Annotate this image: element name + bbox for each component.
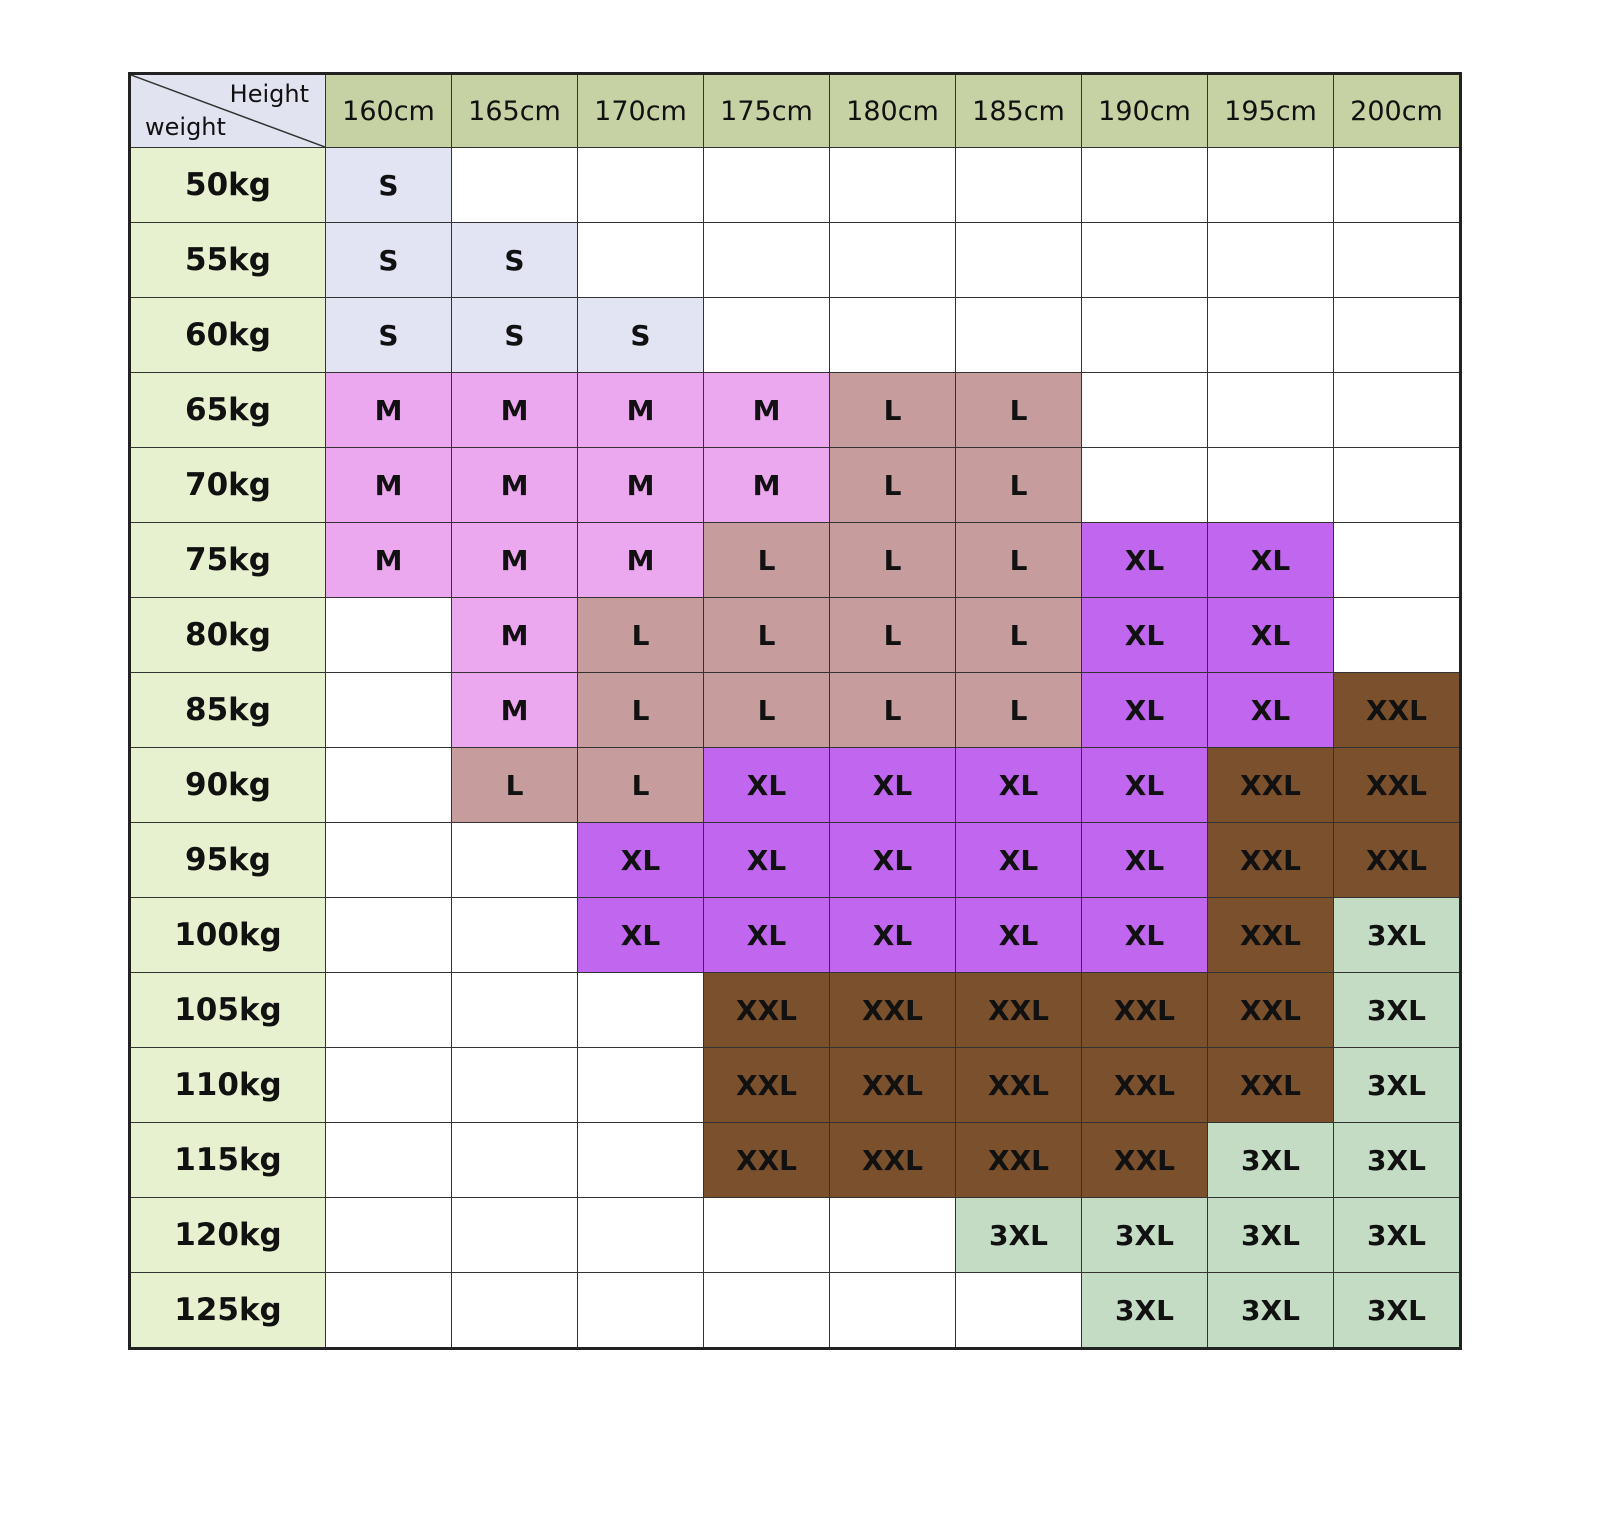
corner-cell — [130, 74, 326, 148]
size-cell — [956, 1273, 1082, 1349]
size-cell: XL — [1082, 748, 1208, 823]
size-cell — [578, 1123, 704, 1198]
row-header: 100kg — [130, 898, 326, 973]
size-cell: S — [326, 223, 452, 298]
size-chart-table — [128, 72, 1462, 1350]
size-cell: L — [578, 673, 704, 748]
size-cell: XL — [956, 748, 1082, 823]
size-cell: L — [452, 748, 578, 823]
size-cell: XL — [1208, 598, 1334, 673]
row-header: 85kg — [130, 673, 326, 748]
size-cell: XXL — [1082, 1123, 1208, 1198]
row-header: 95kg — [130, 823, 326, 898]
table-row — [130, 448, 1461, 523]
size-cell: XXL — [830, 1123, 956, 1198]
size-cell: XXL — [1334, 823, 1461, 898]
size-cell — [1082, 223, 1208, 298]
chart-body — [130, 148, 1461, 1349]
size-cell — [578, 973, 704, 1048]
size-cell: XXL — [1082, 1048, 1208, 1123]
size-cell: M — [704, 373, 830, 448]
size-cell: XXL — [1208, 748, 1334, 823]
size-cell: 3XL — [1082, 1273, 1208, 1349]
row-header: 90kg — [130, 748, 326, 823]
column-header: 170cm — [578, 74, 704, 148]
size-cell — [830, 223, 956, 298]
table-row — [130, 823, 1461, 898]
size-cell: XL — [578, 823, 704, 898]
size-cell: L — [704, 598, 830, 673]
size-cell: M — [452, 523, 578, 598]
size-cell — [1334, 523, 1461, 598]
size-cell: XXL — [1334, 673, 1461, 748]
size-cell: XXL — [956, 973, 1082, 1048]
row-header: 105kg — [130, 973, 326, 1048]
size-cell: S — [452, 298, 578, 373]
size-cell — [1334, 148, 1461, 223]
size-cell: XXL — [1208, 823, 1334, 898]
size-cell: 3XL — [1334, 898, 1461, 973]
size-cell: XL — [1082, 673, 1208, 748]
column-header: 165cm — [452, 74, 578, 148]
size-cell — [704, 148, 830, 223]
size-cell — [452, 1198, 578, 1273]
column-header: 160cm — [326, 74, 452, 148]
size-cell: 3XL — [1208, 1198, 1334, 1273]
size-cell: L — [956, 448, 1082, 523]
size-cell — [1082, 373, 1208, 448]
size-cell: L — [956, 373, 1082, 448]
size-cell: XL — [704, 823, 830, 898]
size-cell: 3XL — [1334, 1273, 1461, 1349]
size-cell — [830, 298, 956, 373]
size-cell — [1082, 298, 1208, 373]
row-header: 50kg — [130, 148, 326, 223]
header-row — [130, 74, 1461, 148]
size-cell: M — [326, 448, 452, 523]
size-cell: M — [578, 523, 704, 598]
size-cell: L — [830, 448, 956, 523]
size-cell: S — [578, 298, 704, 373]
size-cell: L — [956, 598, 1082, 673]
row-header: 70kg — [130, 448, 326, 523]
size-cell: M — [578, 448, 704, 523]
row-header: 55kg — [130, 223, 326, 298]
size-cell: S — [326, 148, 452, 223]
size-cell — [326, 1273, 452, 1349]
size-cell — [704, 1198, 830, 1273]
size-cell: XL — [830, 823, 956, 898]
size-cell: M — [452, 673, 578, 748]
size-cell: M — [326, 523, 452, 598]
table-row — [130, 223, 1461, 298]
corner-weight-label: weight — [145, 113, 226, 141]
size-cell: XL — [1082, 823, 1208, 898]
size-cell: M — [452, 373, 578, 448]
row-header: 110kg — [130, 1048, 326, 1123]
row-header: 125kg — [130, 1273, 326, 1349]
column-header: 190cm — [1082, 74, 1208, 148]
size-cell: 3XL — [1334, 1198, 1461, 1273]
size-cell — [578, 223, 704, 298]
size-cell: XXL — [956, 1123, 1082, 1198]
size-cell — [326, 598, 452, 673]
size-cell: S — [452, 223, 578, 298]
table-row — [130, 298, 1461, 373]
size-cell: XL — [1082, 598, 1208, 673]
size-cell: XL — [830, 898, 956, 973]
size-cell — [956, 148, 1082, 223]
table-row — [130, 523, 1461, 598]
size-cell — [704, 298, 830, 373]
size-cell — [326, 823, 452, 898]
size-cell — [578, 1273, 704, 1349]
table-row — [130, 1123, 1461, 1198]
size-cell — [704, 223, 830, 298]
size-cell: XXL — [704, 1048, 830, 1123]
size-cell — [830, 148, 956, 223]
size-cell — [578, 1198, 704, 1273]
size-cell: L — [704, 673, 830, 748]
size-cell — [326, 1198, 452, 1273]
size-cell — [1334, 448, 1461, 523]
table-row — [130, 148, 1461, 223]
size-cell — [1208, 223, 1334, 298]
size-cell: XL — [704, 748, 830, 823]
size-cell — [1334, 373, 1461, 448]
size-cell: XL — [830, 748, 956, 823]
size-cell: XXL — [830, 973, 956, 1048]
size-cell — [326, 673, 452, 748]
size-cell: L — [956, 523, 1082, 598]
row-header: 115kg — [130, 1123, 326, 1198]
size-cell: 3XL — [956, 1198, 1082, 1273]
row-header: 120kg — [130, 1198, 326, 1273]
size-cell — [1334, 223, 1461, 298]
table-row — [130, 973, 1461, 1048]
size-cell — [452, 1273, 578, 1349]
table-row — [130, 373, 1461, 448]
size-cell: XL — [956, 823, 1082, 898]
column-header: 180cm — [830, 74, 956, 148]
size-cell — [1082, 148, 1208, 223]
size-cell: XXL — [704, 973, 830, 1048]
size-cell: L — [956, 673, 1082, 748]
size-cell — [1208, 448, 1334, 523]
size-cell: L — [830, 373, 956, 448]
column-header: 175cm — [704, 74, 830, 148]
size-cell: L — [704, 523, 830, 598]
size-cell: L — [830, 673, 956, 748]
size-cell: 3XL — [1334, 1123, 1461, 1198]
size-cell — [830, 1273, 956, 1349]
size-cell: XXL — [956, 1048, 1082, 1123]
size-cell — [1082, 448, 1208, 523]
table-row — [130, 1198, 1461, 1273]
size-cell: 3XL — [1334, 1048, 1461, 1123]
size-cell: M — [578, 373, 704, 448]
size-cell: XL — [1208, 523, 1334, 598]
size-cell — [956, 223, 1082, 298]
size-cell: XXL — [1208, 973, 1334, 1048]
size-cell — [704, 1273, 830, 1349]
size-cell: XL — [704, 898, 830, 973]
size-cell — [326, 973, 452, 1048]
size-cell — [1208, 148, 1334, 223]
size-cell — [452, 148, 578, 223]
size-cell — [578, 1048, 704, 1123]
size-cell: XL — [1082, 523, 1208, 598]
size-cell — [452, 898, 578, 973]
size-cell: L — [578, 598, 704, 673]
size-cell — [578, 148, 704, 223]
size-cell: XXL — [830, 1048, 956, 1123]
table-row — [130, 598, 1461, 673]
size-cell — [452, 1048, 578, 1123]
size-cell: 3XL — [1082, 1198, 1208, 1273]
size-cell — [1334, 598, 1461, 673]
size-cell — [956, 298, 1082, 373]
corner-height-label: Height — [229, 80, 309, 108]
row-header: 75kg — [130, 523, 326, 598]
size-cell — [452, 823, 578, 898]
size-cell: XXL — [1082, 973, 1208, 1048]
table-row — [130, 1273, 1461, 1349]
size-cell: XXL — [1334, 748, 1461, 823]
row-header: 65kg — [130, 373, 326, 448]
table-row — [130, 748, 1461, 823]
size-cell: L — [830, 598, 956, 673]
size-cell: XL — [1082, 898, 1208, 973]
size-cell: XXL — [1208, 898, 1334, 973]
size-cell: XXL — [704, 1123, 830, 1198]
size-cell: M — [452, 598, 578, 673]
column-header: 185cm — [956, 74, 1082, 148]
size-cell: XXL — [1208, 1048, 1334, 1123]
size-cell: M — [704, 448, 830, 523]
size-cell — [326, 898, 452, 973]
size-cell: M — [326, 373, 452, 448]
size-cell: 3XL — [1334, 973, 1461, 1048]
column-header: 195cm — [1208, 74, 1334, 148]
size-cell — [452, 973, 578, 1048]
size-cell — [1208, 373, 1334, 448]
size-cell: L — [830, 523, 956, 598]
table-row — [130, 1048, 1461, 1123]
size-cell — [326, 748, 452, 823]
size-cell: 3XL — [1208, 1123, 1334, 1198]
size-cell: M — [452, 448, 578, 523]
size-cell — [830, 1198, 956, 1273]
size-cell: L — [578, 748, 704, 823]
column-header: 200cm — [1334, 74, 1461, 148]
size-cell — [452, 1123, 578, 1198]
size-cell — [1334, 298, 1461, 373]
size-cell: XL — [578, 898, 704, 973]
size-cell: XL — [1208, 673, 1334, 748]
size-cell — [1208, 298, 1334, 373]
table-row — [130, 898, 1461, 973]
size-cell: XL — [956, 898, 1082, 973]
row-header: 60kg — [130, 298, 326, 373]
size-cell: S — [326, 298, 452, 373]
size-cell: 3XL — [1208, 1273, 1334, 1349]
table-row — [130, 673, 1461, 748]
size-cell — [326, 1123, 452, 1198]
size-cell — [326, 1048, 452, 1123]
row-header: 80kg — [130, 598, 326, 673]
